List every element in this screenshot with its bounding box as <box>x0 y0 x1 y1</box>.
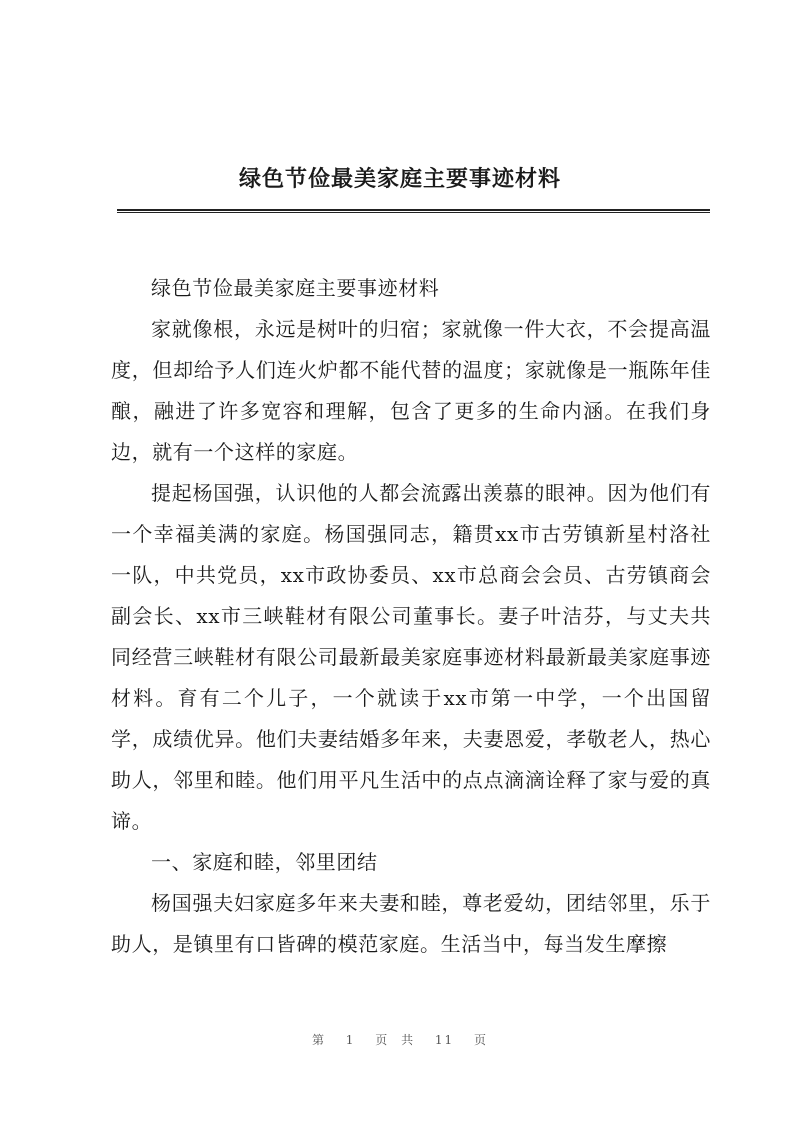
document-body <box>111 268 711 965</box>
paragraph: 家就像根，永远是树叶的归宿；家就像一件大衣，不会提高温度，但却给予人们连火炉都不能代替的温度；家就像是一瓶陈年佳酿，融进了许多宽容和理解，包含了更多的生命内涵。在我们身边，就有一个这样的家庭。 <box>111 317 711 464</box>
paragraph: 杨国强夫妇家庭多年来夫妻和睦，尊老爱幼，团结邻里，乐于助人，是镇里有口皆碑的模范家庭。生活当中，每当发生摩擦 <box>111 891 711 956</box>
paragraph: 提起杨国强，认识他的人都会流露出羡慕的眼神。因为他们有一个幸福美满的家庭。杨国强同志，籍贯xx市古劳镇新星村洛社一队，中共党员，xx市政协委员、xx市总商会会员、古劳镇商会副会长、xx市三峡鞋材有限公司董事长。妻子叶洁芬，与丈夫共同经营三峡鞋材有限公司最新最美家庭事迹材料最新最美家庭事迹材料。育有二个儿子，一个就读于xx市第一中学，一个出国留学，成绩优异。他们夫妻结婚多年来，夫妻恩爱，孝敬老人，热心助人，邻里和睦。他们用平凡生活中的点点滴滴诠释了家与爱的真谛。 <box>111 481 711 833</box>
footer-total-pages: 11 <box>434 1033 455 1047</box>
footer-prefix: 第 <box>311 1033 326 1047</box>
page-footer <box>0 1031 800 1048</box>
section-heading: 一、家庭和睦，邻里团结 <box>151 850 378 874</box>
footer-middle: 页 共 <box>375 1033 416 1047</box>
paragraph-heading: 绿色节俭最美家庭主要事迹材料 <box>151 276 440 300</box>
footer-page-number: 1 <box>345 1033 356 1047</box>
footer-suffix: 页 <box>474 1033 489 1047</box>
title-divider <box>117 209 710 213</box>
page-title: 绿色节俭最美家庭主要事迹材料 <box>238 166 561 192</box>
